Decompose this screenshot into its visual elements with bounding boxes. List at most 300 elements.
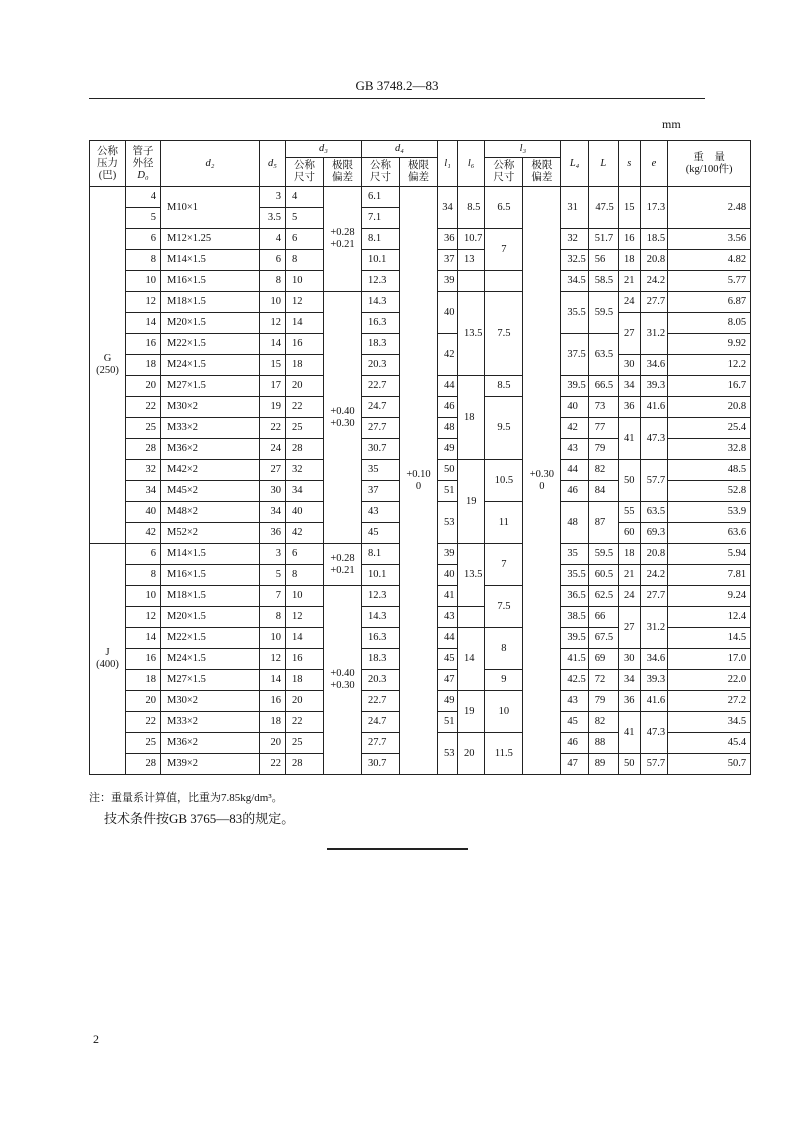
cell: 20 [126, 376, 161, 397]
cell: 27.7 [640, 586, 667, 607]
cell: 14.5 [668, 628, 751, 649]
cell: 36 [618, 397, 640, 418]
cell: 39 [438, 544, 458, 565]
cell: 47.5 [588, 187, 618, 229]
cell: 60 [618, 523, 640, 544]
cell: 3 [260, 187, 286, 208]
cell: 16.7 [668, 376, 751, 397]
cell: 18.3 [362, 334, 400, 355]
cell: 10 [260, 292, 286, 313]
col-L: L [588, 141, 618, 187]
technical-conditions: 技术条件按GB 3765—83的规定。 [104, 811, 295, 826]
cell: 84 [588, 481, 618, 502]
cell: 42.5 [561, 670, 588, 691]
cell: 25.4 [668, 418, 751, 439]
cell: 24 [260, 439, 286, 460]
cell: 18 [260, 712, 286, 733]
cell: 25 [286, 733, 324, 754]
cell: 43 [438, 607, 458, 628]
cell: 43 [362, 502, 400, 523]
header-rule [89, 98, 705, 99]
cell: 4 [286, 187, 324, 208]
cell: 17 [260, 376, 286, 397]
cell: M27×1.5 [161, 670, 260, 691]
cell: 9.5 [485, 397, 523, 460]
cell: 41.5 [561, 649, 588, 670]
cell: 20 [286, 376, 324, 397]
cell: 22 [286, 397, 324, 418]
cell: 69 [588, 649, 618, 670]
cell: 40 [438, 565, 458, 586]
dimension-table [89, 140, 751, 775]
cell-empty [485, 271, 523, 292]
cell: 77 [588, 418, 618, 439]
cell: 25 [126, 418, 161, 439]
cell: 50 [438, 460, 458, 481]
cell: 39.5 [561, 376, 588, 397]
cell: 18 [618, 250, 640, 271]
col-d0: 管子 外径 D₀ [126, 141, 161, 187]
d4-tolerance: 极限 偏差 [400, 158, 438, 187]
cell: 57.7 [640, 754, 667, 775]
cell: 82 [588, 712, 618, 733]
cell: 21 [618, 565, 640, 586]
cell: 69.3 [640, 523, 667, 544]
group-g: G (250) [90, 187, 126, 544]
cell: 34.6 [640, 355, 667, 376]
cell: M20×1.5 [161, 607, 260, 628]
cell: 31 [561, 187, 588, 229]
cell: 18 [286, 355, 324, 376]
cell: 8.5 [485, 376, 523, 397]
cell: 10 [126, 586, 161, 607]
cell: 6.5 [485, 187, 523, 229]
cell: 6 [286, 544, 324, 565]
cell: 51 [438, 481, 458, 502]
cell: 9 [485, 670, 523, 691]
cell: 22.7 [362, 376, 400, 397]
cell: 17.3 [640, 187, 667, 229]
tol-d4: +0.10 0 [400, 187, 438, 775]
cell: 57.7 [640, 460, 667, 502]
cell: 27.7 [362, 418, 400, 439]
cell: 72 [588, 670, 618, 691]
cell: 25 [126, 733, 161, 754]
cell: 42 [286, 523, 324, 544]
cell: 15 [260, 355, 286, 376]
cell: 34.5 [561, 271, 588, 292]
cell: 31.2 [640, 607, 667, 649]
col-L4: L₄ [561, 141, 588, 187]
cell: 30 [618, 649, 640, 670]
cell: 6 [126, 544, 161, 565]
tol-l3: +0.30 0 [523, 187, 561, 775]
cell-empty [458, 271, 485, 292]
cell: 44 [561, 460, 588, 481]
col-l3: l₃ [485, 141, 561, 158]
cell: 34.5 [668, 712, 751, 733]
cell: 37 [438, 250, 458, 271]
cell: 19 [458, 691, 485, 733]
cell: 41.6 [640, 397, 667, 418]
cell: 28 [126, 439, 161, 460]
cell: 46 [561, 733, 588, 754]
cell: M33×2 [161, 418, 260, 439]
page-number: 2 [93, 1032, 99, 1046]
cell: 34 [618, 670, 640, 691]
cell: 39.5 [561, 628, 588, 649]
cell: 73 [588, 397, 618, 418]
cell: 44 [438, 376, 458, 397]
cell: M14×1.5 [161, 544, 260, 565]
cell: 41 [618, 712, 640, 754]
cell: 18 [126, 670, 161, 691]
cell: 12.3 [362, 271, 400, 292]
cell: 22.0 [668, 670, 751, 691]
cell: 16 [618, 229, 640, 250]
header-row [90, 141, 751, 158]
cell: 48.5 [668, 460, 751, 481]
cell: 4 [126, 187, 161, 208]
cell: M22×1.5 [161, 628, 260, 649]
cell: 40 [561, 397, 588, 418]
cell: 24.2 [640, 565, 667, 586]
cell: 28 [126, 754, 161, 775]
tol-d3-a: +0.28 +0.21 [324, 187, 362, 292]
cell: 5 [286, 208, 324, 229]
cell: 18 [458, 376, 485, 460]
cell: 45 [438, 649, 458, 670]
tol-d3-c: +0.28 +0.21 [324, 544, 362, 586]
tol-d3-d: +0.40 +0.30 [324, 586, 362, 775]
cell: 6.1 [362, 187, 400, 208]
cell: M48×2 [161, 502, 260, 523]
cell: 34.6 [640, 649, 667, 670]
cell: M52×2 [161, 523, 260, 544]
cell: 40 [286, 502, 324, 523]
cell: 8 [260, 607, 286, 628]
cell: 43 [561, 439, 588, 460]
cell: 9.24 [668, 586, 751, 607]
cell: 32 [286, 460, 324, 481]
cell: 8 [286, 250, 324, 271]
cell: 88 [588, 733, 618, 754]
cell: 79 [588, 691, 618, 712]
cell: 20.8 [640, 250, 667, 271]
col-l1: l₁ [438, 141, 458, 187]
cell: 7 [485, 544, 523, 586]
cell: 35.5 [561, 565, 588, 586]
cell: 22.7 [362, 691, 400, 712]
cell: 39.3 [640, 670, 667, 691]
cell: 30 [618, 355, 640, 376]
cell: 12 [126, 292, 161, 313]
cell: 79 [588, 439, 618, 460]
cell: 22 [126, 712, 161, 733]
cell: 18 [618, 544, 640, 565]
cell: 42 [561, 418, 588, 439]
cell: 43 [561, 691, 588, 712]
cell: 10.1 [362, 250, 400, 271]
cell: 32 [126, 460, 161, 481]
cell: 24.7 [362, 712, 400, 733]
cell: M30×2 [161, 691, 260, 712]
cell: 55 [618, 502, 640, 523]
cell: 24 [618, 292, 640, 313]
cell: 38.5 [561, 607, 588, 628]
cell: 22 [260, 418, 286, 439]
cell: 10.5 [485, 460, 523, 502]
cell: 12.4 [668, 607, 751, 628]
cell: 18.5 [640, 229, 667, 250]
cell: 14 [286, 313, 324, 334]
cell: 27.7 [362, 733, 400, 754]
l3-tolerance: 极限 偏差 [523, 158, 561, 187]
col-e: e [640, 141, 667, 187]
cell: 32.8 [668, 439, 751, 460]
col-weight: 重 量 (kg/100件) [668, 141, 751, 187]
cell: 87 [588, 502, 618, 544]
cell: 35 [561, 544, 588, 565]
cell: 8 [485, 628, 523, 670]
cell: 49 [438, 439, 458, 460]
cell: 18 [286, 670, 324, 691]
end-rule [327, 848, 468, 850]
cell: 27 [260, 460, 286, 481]
cell: 16 [286, 649, 324, 670]
cell: 53 [438, 502, 458, 544]
cell: 13.5 [458, 292, 485, 376]
cell: 10 [260, 628, 286, 649]
cell: 58.5 [588, 271, 618, 292]
cell: M33×2 [161, 712, 260, 733]
table-note: 注：重量系计算值，比重为7.85kg/dm³。 [89, 792, 283, 804]
col-d4: d₄ [362, 141, 438, 158]
cell: 14 [458, 628, 485, 691]
cell: 22 [286, 712, 324, 733]
cell: 12 [260, 649, 286, 670]
cell: 12 [286, 292, 324, 313]
cell: 11.5 [485, 733, 523, 775]
cell: 35 [362, 460, 400, 481]
cell: 63.6 [668, 523, 751, 544]
cell: 19 [260, 397, 286, 418]
cell: M27×1.5 [161, 376, 260, 397]
cell: 14 [126, 628, 161, 649]
cell: 63.5 [640, 502, 667, 523]
cell: 18 [126, 355, 161, 376]
cell: 7 [260, 586, 286, 607]
cell: 8 [126, 565, 161, 586]
cell: 62.5 [588, 586, 618, 607]
cell: 9.92 [668, 334, 751, 355]
cell: M30×2 [161, 397, 260, 418]
cell: 14.3 [362, 292, 400, 313]
cell: 82 [588, 460, 618, 481]
cell: 48 [561, 502, 588, 544]
cell: 28 [286, 439, 324, 460]
cell: 36 [260, 523, 286, 544]
cell: 6 [126, 229, 161, 250]
col-d2: d₂ [161, 141, 260, 187]
cell: 20.3 [362, 670, 400, 691]
cell: 7.5 [485, 292, 523, 376]
cell: 45 [362, 523, 400, 544]
cell: 10 [286, 271, 324, 292]
cell: M36×2 [161, 733, 260, 754]
cell: M14×1.5 [161, 250, 260, 271]
cell: 14 [260, 334, 286, 355]
col-d5: d₅ [260, 141, 286, 187]
cell: 48 [438, 418, 458, 439]
cell: 8.1 [362, 544, 400, 565]
cell: 8 [260, 271, 286, 292]
cell: 6.87 [668, 292, 751, 313]
cell: 20 [260, 733, 286, 754]
cell: 3.5 [260, 208, 286, 229]
cell: M18×1.5 [161, 292, 260, 313]
cell: 8.1 [362, 229, 400, 250]
cell: 34 [438, 187, 458, 229]
cell: 27.7 [640, 292, 667, 313]
cell: 50 [618, 754, 640, 775]
cell: 50.7 [668, 754, 751, 775]
cell: 18.3 [362, 649, 400, 670]
cell: 5.77 [668, 271, 751, 292]
cell: 4 [260, 229, 286, 250]
cell: 10 [485, 691, 523, 733]
cell: 32 [561, 229, 588, 250]
cell: 16 [286, 334, 324, 355]
cell: 31.2 [640, 313, 667, 355]
cell: 44 [438, 628, 458, 649]
d3-nominal: 公称 尺寸 [286, 158, 324, 187]
cell: 2.48 [668, 187, 751, 229]
cell: 19 [458, 460, 485, 544]
cell: 34 [260, 502, 286, 523]
cell: 10.1 [362, 565, 400, 586]
cell: 34 [286, 481, 324, 502]
cell: 59.5 [588, 292, 618, 334]
cell: M12×1.25 [161, 229, 260, 250]
cell: 14 [260, 670, 286, 691]
cell: 39.3 [640, 376, 667, 397]
cell: 20 [458, 733, 485, 775]
col-s: s [618, 141, 640, 187]
cell: M18×1.5 [161, 586, 260, 607]
cell: 17.0 [668, 649, 751, 670]
cell: 36.5 [561, 586, 588, 607]
cell: 20 [286, 691, 324, 712]
cell: 10 [126, 271, 161, 292]
cell: 13.5 [458, 544, 485, 607]
cell: 22 [260, 754, 286, 775]
cell: 16 [126, 334, 161, 355]
cell: 67.5 [588, 628, 618, 649]
cell: 30.7 [362, 439, 400, 460]
cell-empty [458, 607, 485, 628]
cell: 5 [260, 565, 286, 586]
cell: 34 [618, 376, 640, 397]
cell: 27 [618, 607, 640, 649]
cell: 13 [458, 250, 485, 271]
cell: 16.3 [362, 313, 400, 334]
cell: 11 [485, 502, 523, 544]
cell: 6 [286, 229, 324, 250]
cell: 53.9 [668, 502, 751, 523]
cell: 7.81 [668, 565, 751, 586]
cell: 47 [438, 670, 458, 691]
cell: 8 [126, 250, 161, 271]
cell: 22 [126, 397, 161, 418]
cell: 20 [126, 691, 161, 712]
cell: 20.8 [640, 544, 667, 565]
cell: 5.94 [668, 544, 751, 565]
cell: 53 [438, 733, 458, 775]
cell: 41.6 [640, 691, 667, 712]
cell: 89 [588, 754, 618, 775]
cell: M16×1.5 [161, 271, 260, 292]
cell: 14.3 [362, 607, 400, 628]
cell: 41 [438, 586, 458, 607]
cell: 49 [438, 691, 458, 712]
cell: 47 [561, 754, 588, 775]
cell: 46 [438, 397, 458, 418]
cell: 20.8 [668, 397, 751, 418]
cell: 4.82 [668, 250, 751, 271]
cell: 47.3 [640, 418, 667, 460]
unit-label: mm [662, 117, 681, 131]
cell: 21 [618, 271, 640, 292]
cell: M10×1 [161, 187, 260, 229]
cell: 51.7 [588, 229, 618, 250]
cell: 8.05 [668, 313, 751, 334]
cell: 8.5 [458, 187, 485, 229]
cell: 63.5 [588, 334, 618, 376]
cell: 3.56 [668, 229, 751, 250]
cell: 7.1 [362, 208, 400, 229]
cell: 7.5 [485, 586, 523, 628]
cell: 12 [286, 607, 324, 628]
cell: 10 [286, 586, 324, 607]
cell: 32.5 [561, 250, 588, 271]
cell: 45 [561, 712, 588, 733]
cell: 36 [438, 229, 458, 250]
cell: 25 [286, 418, 324, 439]
cell: M22×1.5 [161, 334, 260, 355]
cell: M42×2 [161, 460, 260, 481]
cell: 16 [126, 649, 161, 670]
page-header: GB 3748.2—83 [355, 78, 439, 93]
cell: 35.5 [561, 292, 588, 334]
cell: 27 [618, 313, 640, 355]
cell: 37.5 [561, 334, 588, 376]
cell: 10.7 [458, 229, 485, 250]
cell: 14 [286, 628, 324, 649]
cell: 40 [126, 502, 161, 523]
cell: 52.8 [668, 481, 751, 502]
table-row [90, 187, 751, 208]
cell: 8 [286, 565, 324, 586]
cell: 46 [561, 481, 588, 502]
cell: 59.5 [588, 544, 618, 565]
cell: 15 [618, 187, 640, 229]
cell: 7 [485, 229, 523, 271]
cell: 66.5 [588, 376, 618, 397]
cell: 28 [286, 754, 324, 775]
cell: 60.5 [588, 565, 618, 586]
cell: M20×1.5 [161, 313, 260, 334]
